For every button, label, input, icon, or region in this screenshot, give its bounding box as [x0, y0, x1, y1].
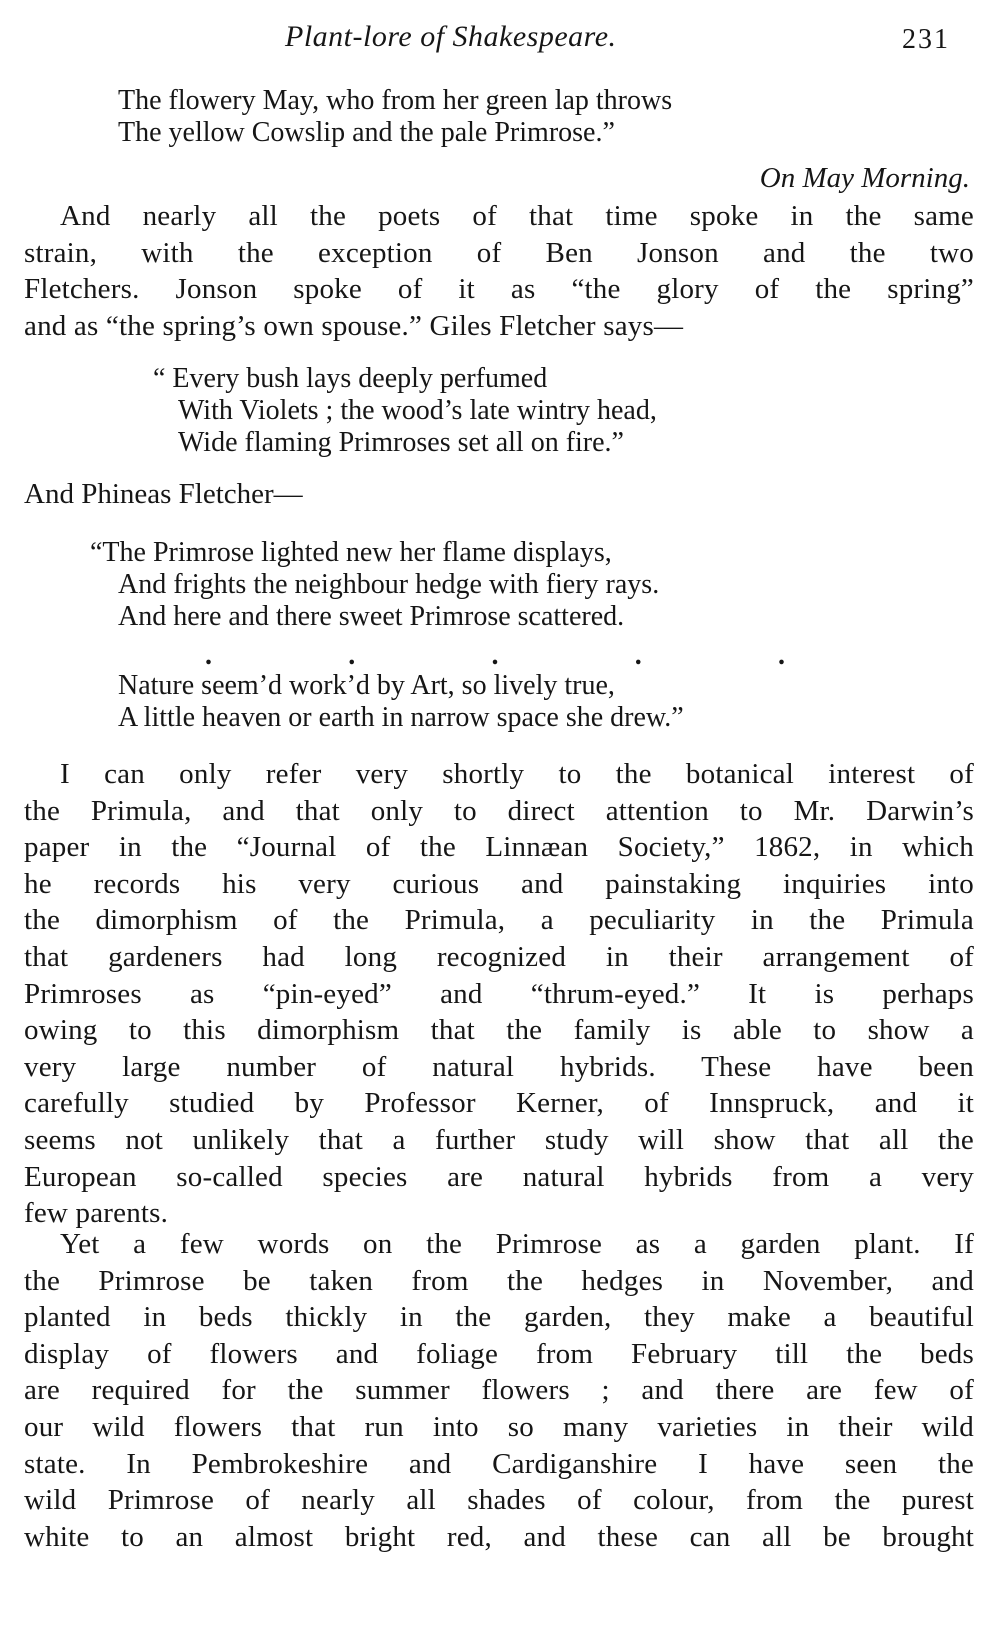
running-title: Plant-lore of Shakespeare. [285, 20, 617, 53]
verse-line: And frights the neighbour hedge with fiery rays. [118, 569, 660, 600]
text-line: our wild flowers that run into so many varieties in their wild [24, 1410, 974, 1443]
text-line: And nearly all the poets of that time spoke in the same [60, 200, 974, 232]
page-header [0, 20, 1000, 64]
verse-line: The yellow Cowslip and the pale Primrose.” [118, 117, 615, 148]
text-line: strain, with the exception of Ben Jonson and the two [24, 236, 974, 269]
text-line: seems not unlikely that a further study will show that all the [24, 1123, 974, 1156]
dot: . [205, 640, 212, 671]
verse-line: “The Primrose lighted new her flame displays, [90, 537, 612, 568]
text-line: I can only refer very shortly to the botanical interest of [60, 758, 974, 790]
text-line: display of flowers and foliage from February till the beds [24, 1337, 974, 1370]
text-line: Yet a few words on the Primrose as a garden plant. If [60, 1228, 974, 1260]
text-line: Fletchers. Jonson spoke of it as “the glory of the spring” [24, 273, 974, 306]
verse-line: With Violets ; the wood’s late wintry head, [178, 395, 657, 426]
dot: . [778, 640, 785, 671]
text-line: he records his very curious and painstaking inquiries into [24, 867, 974, 900]
text-line: Primroses as “pin-eyed” and “thrum-eyed.” It is perhaps [24, 977, 974, 1010]
text-line: few parents. [24, 1197, 169, 1230]
text-line: planted in beds thickly in the garden, they make a beautiful [24, 1301, 974, 1334]
text-line: white to an almost bright red, and these can all be brought [24, 1520, 974, 1553]
verse-line: “ Every bush lays deeply perfumed [153, 363, 548, 394]
dot: . [491, 640, 499, 671]
paragraph [24, 1226, 974, 1555]
text-line: the Primula, and that only to direct attention to Mr. Darwin’s [24, 794, 974, 827]
quote-attribution: On May Morning. [759, 162, 970, 194]
text-line: and as “the spring’s own spouse.” Giles Fletcher says— [24, 309, 684, 342]
text-line: that gardeners had long recognized in their arrangement of [24, 940, 974, 973]
omission-dots [205, 640, 785, 672]
text-line: paper in the “Journal of the Linnæan Society,” 1862, in which [24, 831, 974, 864]
text-line: are required for the summer flowers ; and there are few of [24, 1374, 974, 1407]
dot: . [348, 640, 356, 671]
text-line: owing to this dimorphism that the family is able to show a [24, 1014, 974, 1047]
lead-in-text: And Phineas Fletcher— [24, 478, 303, 510]
text-line: wild Primrose of nearly all shades of colour, from the purest [24, 1484, 974, 1517]
text-line: carefully studied by Professor Kerner, of Innspruck, and it [24, 1087, 974, 1120]
verse-line: Wide flaming Primroses set all on fire.” [178, 427, 624, 458]
verse-line: A little heaven or earth in narrow space she drew.” [118, 702, 684, 733]
text-line: European so-called species are natural hybrids from a very [24, 1160, 974, 1193]
dot: . [634, 640, 642, 671]
text-line: the Primrose be taken from the hedges in November, and [24, 1264, 974, 1297]
verse-line: Nature seem’d work’d by Art, so lively true, [118, 670, 615, 701]
text-line: the dimorphism of the Primula, a peculiarity in the Primula [24, 904, 974, 937]
text-line: state. In Pembrokeshire and Cardiganshire I have seen the [24, 1447, 974, 1480]
verse-line: And here and there sweet Primrose scattered. [118, 601, 625, 632]
paragraph [24, 198, 974, 344]
page-number: 231 [902, 24, 950, 55]
paragraph [24, 756, 974, 1232]
verse-line: The flowery May, who from her green lap throws [118, 85, 673, 116]
text-line: very large number of natural hybrids. These have been [24, 1050, 974, 1083]
